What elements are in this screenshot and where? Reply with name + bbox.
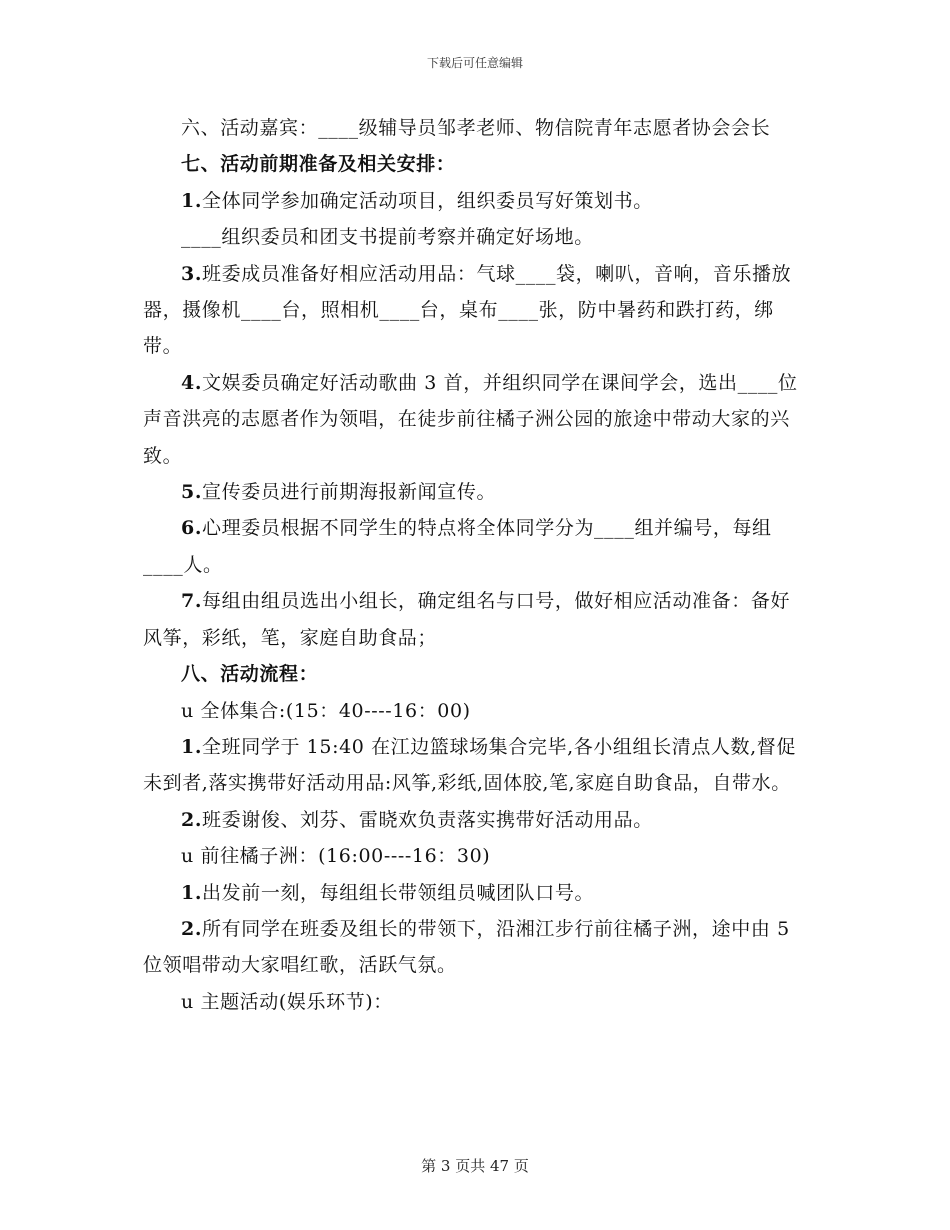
list-item: 5.宣传委员进行前期海报新闻宣传。 bbox=[181, 481, 497, 504]
document-body bbox=[143, 110, 803, 1020]
paragraph-guests: 六、活动嘉宾：____级辅导员邹孝老师、物信院青年志愿者协会会长 bbox=[181, 117, 771, 139]
list-item: 7.每组由组员选出小组长，确定组名与口号，做好相应活动准备：备好风筝，彩纸，笔，家庭自助食品； bbox=[143, 590, 791, 649]
list-item: 2.班委谢俊、刘芬、雷晓欢负责落实携带好活动用品。 bbox=[181, 808, 653, 831]
section-heading-process: 八、活动流程： bbox=[181, 663, 319, 686]
list-item: 4.文娱委员确定好活动歌曲 3 首，并组织同学在课间学会，选出____位声音洪亮的志愿者作为领唱，在徒步前往橘子洲公园的旅途中带动大家的兴致。 bbox=[143, 371, 798, 467]
list-item: 6.心理委员根据不同学生的特点将全体同学分为____组并编号，每组____人。 bbox=[143, 517, 772, 576]
list-item: 1.出发前一刻，每组组长带领组员喊团队口号。 bbox=[181, 881, 595, 904]
section-heading-preparation: 七、活动前期准备及相关安排： bbox=[181, 153, 456, 176]
page-header: 下载后可任意编辑 bbox=[426, 56, 523, 70]
list-item: 1.全体同学参加确定活动项目，组织委员写好策划书。 bbox=[181, 189, 653, 212]
page-footer: 第 3 页共 47 页 bbox=[421, 1157, 529, 1175]
subsection-heading: u 全体集合:(15：40----16：00) bbox=[181, 699, 471, 722]
subsection-heading: u 主题活动(娱乐环节)： bbox=[181, 990, 393, 1013]
subsection-heading: u 前往橘子洲：(16:00----16：30) bbox=[181, 845, 491, 868]
list-item: ____组织委员和团支书提前考察并确定好场地。 bbox=[181, 226, 594, 249]
list-item: 3.班委成员准备好相应活动用品：气球____袋，喇叭，音响，音乐播放器，摄像机____台，照相机____台，桌布____张，防中暑药和跌打药，绑带。 bbox=[143, 262, 792, 358]
list-item: 1.全班同学于 15:40 在江边篮球场集合完毕,各小组组长清点人数,督促未到者,落实携带好活动用品:风筝,彩纸,固体胶,笔,家庭自助食品，自带水。 bbox=[143, 735, 796, 795]
list-item: 2.所有同学在班委及组长的带领下，沿湘江步行前往橘子洲，途中由 5 位领唱带动大家唱红歌，活跃气氛。 bbox=[143, 917, 790, 977]
